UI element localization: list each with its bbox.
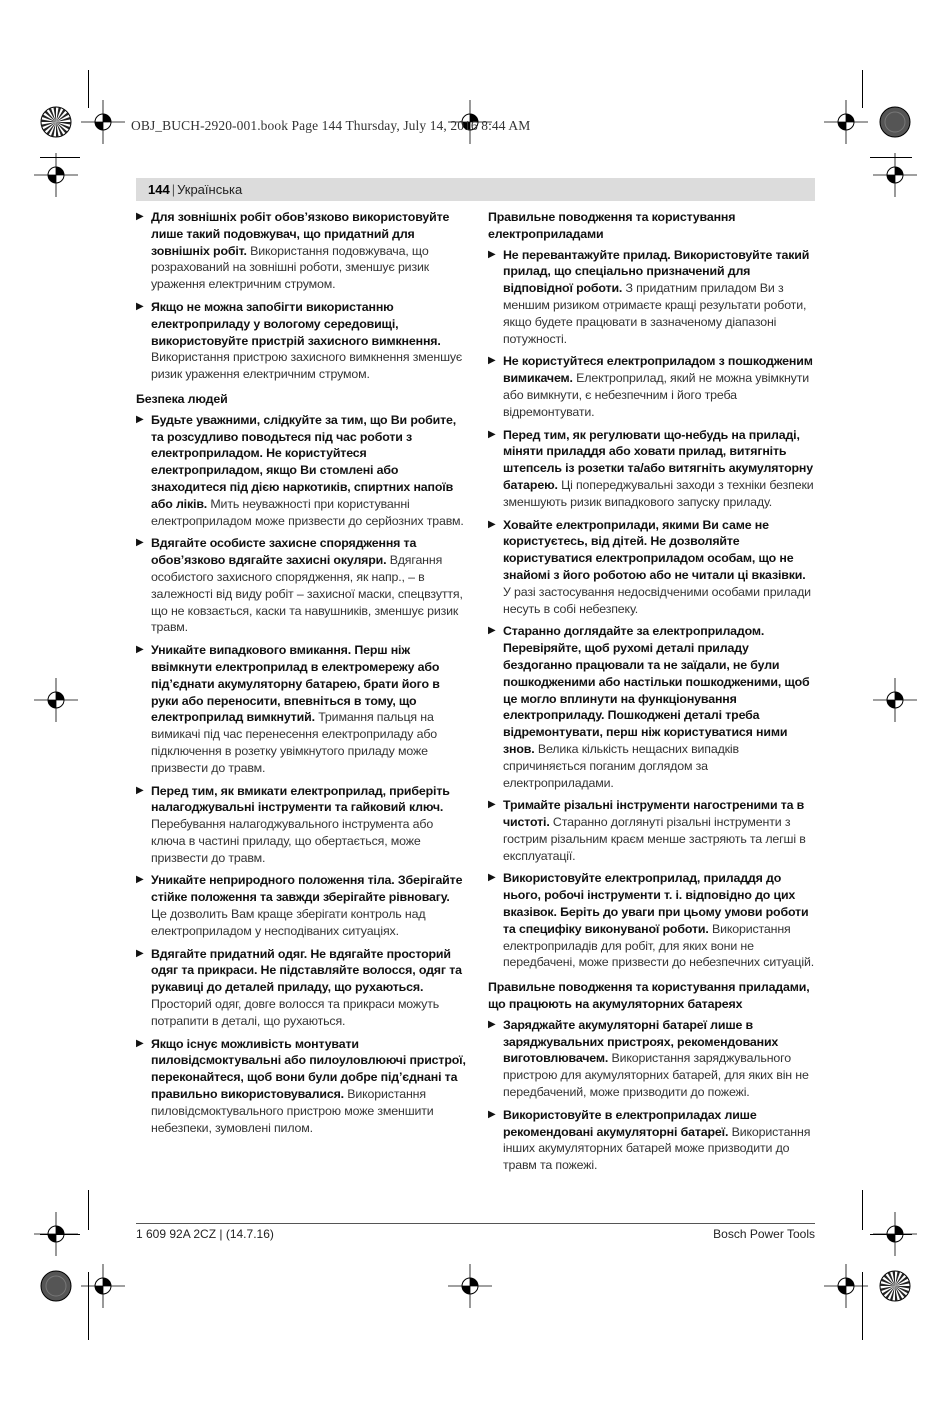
instruction-bold: Вдягайте придатний одяг. Не вдягайте просторий одяг та прикраси. Не підставляйте волосся, одяг та рукавиці до деталей приладу, що рухаються.	[151, 946, 462, 995]
triangle-right-icon: ▶	[488, 872, 496, 884]
instruction-bold: Використовуйте електроприлад, приладдя до нього, робочі інструменти т. і. відповідно до цих вказівок. Беріть до уваги при цьому умови роботи та специфіку виконуваної роботи.	[503, 871, 809, 936]
list-item	[136, 946, 466, 1030]
triangle-right-icon: ▶	[136, 300, 144, 312]
instruction-text: Старанно доглянуті різальні інструменти з гострим різальним краєм менше застряють та легші в експлуатації.	[503, 815, 806, 863]
triangle-right-icon: ▶	[136, 413, 144, 425]
section-heading: Правильне поводження та користування електроприладами	[488, 210, 736, 241]
triangle-right-icon: ▶	[488, 1108, 496, 1120]
instruction-bold: Якщо не можна запобігти використанню електроприладу у вологому середовищі, використовуйте пристрій захисного вимкнення.	[151, 299, 441, 348]
instruction-bold: Заряджайте акумуляторні батареї лише в заряджувальних пристроях, рекомендованих виготовлювачем.	[503, 1017, 779, 1066]
instruction-text: Використання інших акумуляторних батарей може призводити до травм та пожежі.	[503, 1124, 811, 1173]
instruction-bold: Будьте уважними, слідкуйте за тим, що Ви робите, та розсудливо поводьтеся під час роботи з електроприладом. Не користуйтеся електроприладом, якщо Ви стомлені або знаходитеся під дією наркотиків, спиртних напоїв або ліків.	[151, 412, 457, 511]
instruction-bold: Ховайте електроприлади, якими Ви саме не користуєтесь, від дітей. Не дозволяйте користуватися електроприладом особам, що не знайомі з його роботою або не читали ці вказівки.	[503, 517, 806, 582]
triangle-right-icon: ▶	[136, 947, 144, 959]
section-heading: Безпека людей	[136, 391, 228, 406]
registration-disc-icon	[879, 106, 911, 138]
list-item	[488, 517, 815, 618]
list-item	[136, 872, 466, 939]
list-item	[488, 427, 815, 511]
list-item	[136, 209, 466, 293]
instruction-text: Мить неуважності при користуванні електроприладом може призвести до серйозних травм.	[151, 496, 464, 528]
instruction-text: Використання пиловідсмоктувального пристрою може зменшити небезпеки, зумовлені пилом.	[151, 1087, 434, 1135]
triangle-right-icon: ▶	[488, 428, 496, 440]
instruction-text: Тримання пальця на вимикачі під час перенесення електроприладу або підключення в розетку увімкнутого приладу може призвести до травм.	[151, 710, 438, 775]
triangle-right-icon: ▶	[488, 355, 496, 367]
registration-wheel-icon	[40, 106, 72, 138]
instruction-text: Це дозволить Вам краще зберігати контроль над електроприладом у несподіваних ситуаціях.	[151, 907, 426, 938]
trim-line	[862, 1190, 863, 1230]
instruction-bold: Перед тим, як вмикати електроприлад, приберіть налагоджувальні інструменти та гайковий ключ.	[151, 783, 450, 815]
triangle-right-icon: ▶	[136, 644, 144, 656]
instruction-text: Ці попереджувальні заходи з техніки безпеки зменшують ризик випадкового запуску приладу.	[503, 477, 814, 509]
list-item	[488, 247, 815, 348]
instruction-bold: Не користуйтеся електроприладом з пошкодженим вимикачем.	[503, 354, 813, 386]
instruction-text: З придатним приладом Ви з меншим ризиком отримаєте кращі результати роботи, якщо будете працювати в зазначеному діапазоні потужності.	[503, 281, 807, 346]
list-item	[136, 299, 466, 383]
instruction-text: Перебування налагоджувального інструмента або ключа в частині приладу, що обертається, може призвести до травм.	[151, 817, 434, 865]
registration-disc-icon	[40, 1270, 72, 1302]
crosshair-icon	[34, 678, 78, 722]
instruction-text: Просторий одяг, довге волосся та прикраси можуть потрапити в деталі, що рухаються.	[151, 997, 440, 1028]
instruction-bold: Перед тим, як регулювати що-небудь на приладі, міняти приладдя або ховати прилад, витягніть штепсель із розетки та/або витягніть акумуляторну батарею.	[503, 427, 813, 492]
header-language: Українська	[177, 182, 243, 197]
footer-rule	[136, 1223, 815, 1224]
instruction-text: Електроприлад, який не можна увімкнути або вимкнути, є небезпечним і його треба відремонтувати.	[503, 371, 810, 419]
triangle-right-icon: ▶	[136, 784, 144, 796]
triangle-right-icon: ▶	[488, 799, 496, 811]
instruction-bold: Уникайте випадкового вмикання. Перш ніж ввімкнути електроприлад в електромережу або під’єднати акумуляторну батарею, брати його в руки або переносити, впевніться в тому, що електроприлад вимкнутий.	[151, 643, 440, 725]
list-item	[136, 783, 466, 867]
list-item	[488, 1107, 815, 1174]
list-item	[136, 412, 466, 530]
triangle-right-icon: ▶	[136, 537, 144, 549]
instruction-bold: Якщо існує можливість монтувати пиловідсмоктувальні або пилоуловлюючі пристрої, переконайтеся, щоб вони були добре під’єднані та правильно використовувалися.	[151, 1036, 466, 1102]
instruction-bold: Використовуйте в електроприладах лише рекомендовані акумуляторні батареї.	[503, 1107, 757, 1139]
list-item	[136, 535, 466, 636]
instruction-bold: Не перевантажуйте прилад. Використовуйте такий прилад, що спеціально призначений для відповідної роботи.	[503, 247, 810, 296]
list-item	[136, 1036, 466, 1137]
crosshair-icon	[873, 153, 917, 197]
section-heading: Правильне поводження та користування приладами, що працюють на акумуляторних батареях	[488, 980, 810, 1012]
registration-wheel-icon	[879, 1270, 911, 1302]
page-number: 144	[148, 182, 170, 197]
triangle-right-icon: ▶	[136, 1037, 144, 1049]
instruction-bold: Для зовнішніх робіт обов’язково використовуйте лише такий подовжувач, що придатний для зовнішніх робіт.	[151, 210, 450, 258]
page-header	[148, 182, 242, 197]
right-column	[488, 209, 815, 1180]
list-item	[488, 353, 815, 420]
instruction-bold: Уникайте неприродного положення тіла. Зберігайте стійке положення та завжди зберігайте рівновагу.	[151, 873, 463, 905]
instruction-text: У разі застосування недосвідченими особами прилади несуть в собі небезпеку.	[503, 584, 811, 616]
trim-line	[88, 1190, 89, 1230]
list-item	[488, 1017, 815, 1101]
crosshair-icon	[873, 678, 917, 722]
list-item	[136, 642, 466, 776]
crosshair-icon	[81, 1264, 125, 1308]
instruction-text: Вдягання особистого захисного спорядження, як напр., – в залежності від виду робіт – захисної маски, спецвзуття, що не ковзається, каски та навушників, зменшує ризик травм.	[151, 553, 463, 635]
triangle-right-icon: ▶	[488, 248, 496, 260]
list-item	[488, 797, 815, 864]
instruction-text: Використання заряджувального пристрою для акумуляторних батарей, для яких він не передбачений, може призводити до пожежі.	[503, 1051, 809, 1100]
crosshair-icon	[81, 100, 125, 144]
crosshair-icon	[824, 1264, 868, 1308]
crosshair-icon	[34, 1212, 78, 1256]
crosshair-icon	[34, 153, 78, 197]
crosshair-icon	[448, 1264, 492, 1308]
header-separator: |	[171, 182, 176, 197]
triangle-right-icon: ▶	[136, 211, 144, 222]
instruction-bold: Старанно доглядайте за електроприладом. Перевіряйте, щоб рухомі деталі приладу бездоганно працювали та не заїдали, не були пошкодженими або настільки пошкодженими, щоб це могло вплинути на функціонування електроприладу. Пошкоджені деталі треба відремонтувати, перш ніж користуватися ними знов.	[503, 624, 810, 756]
list-item	[488, 870, 815, 971]
instruction-text: Використання пристрою захисного вимкнення зменшує ризик ураження електричним струмом.	[151, 350, 463, 382]
triangle-right-icon: ▶	[488, 1018, 496, 1030]
footer-code: 1 609 92A 2CZ | (14.7.16)	[136, 1227, 274, 1241]
triangle-right-icon: ▶	[136, 874, 144, 886]
triangle-right-icon: ▶	[488, 518, 496, 530]
print-info: OBJ_BUCH-2920-001.book Page 144 Thursday, July 14, 2016 8:44 AM	[131, 118, 531, 133]
footer-brand: Bosch Power Tools	[713, 1227, 815, 1241]
crosshair-icon	[824, 100, 868, 144]
instruction-text: Використання електроприладів для робіт, для яких вони не передбачені, може призвести до небезпечних ситуацій.	[503, 921, 815, 970]
instruction-bold: Вдягайте особисте захисне спорядження та обов’язково вдягайте захисні окуляри.	[151, 536, 417, 568]
left-column	[136, 209, 466, 1142]
instruction-bold: Тримайте різальні інструменти нагостреними та в чистоті.	[503, 798, 805, 830]
instruction-text: Велика кількість нещасних випадків спричиняється поганим доглядом за електроприладами.	[503, 741, 739, 790]
instruction-text: Використання подовжувача, що розрахований на зовнішні роботи, зменшує ризик ураження електричним струмом.	[151, 243, 430, 292]
triangle-right-icon: ▶	[488, 625, 496, 637]
list-item	[488, 623, 815, 791]
crosshair-icon	[873, 1212, 917, 1256]
